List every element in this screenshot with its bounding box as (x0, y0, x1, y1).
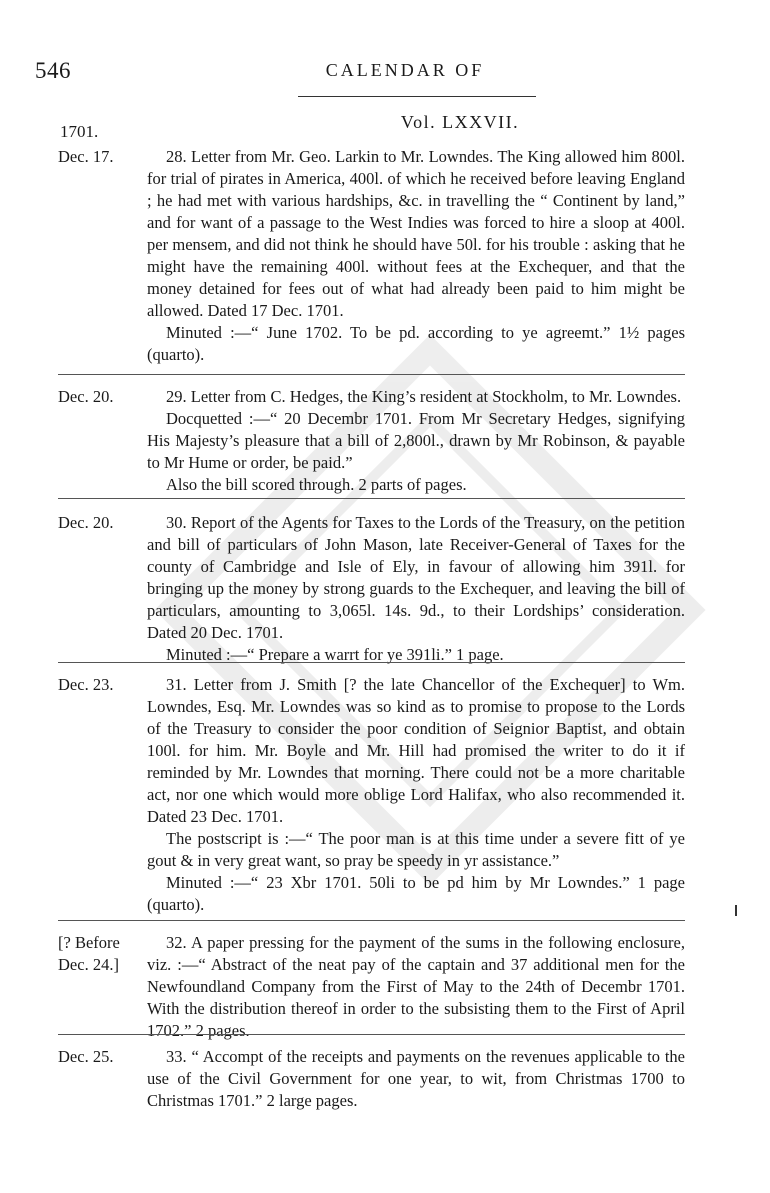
entry-date: Dec. 20. (58, 513, 114, 532)
entry-body (147, 512, 685, 666)
running-title: CALENDAR OF (325, 60, 485, 80)
header-rule (298, 96, 536, 97)
entry-body (147, 1046, 685, 1112)
entry-paragraph: 29. Letter from C. Hedges, the King’s resident at Stockholm, to Mr. Lowndes. (166, 387, 682, 406)
entry-body (147, 674, 685, 916)
entry-divider (58, 920, 685, 921)
entry-minute: Minuted :—“ June 1702. To be pd. according to ye agreemt.” 1½ pages (quarto). (147, 323, 685, 364)
entry-postscript: The postscript is :—“ The poor man is at this time under a severe fitt of ye gout & in very great want, so pray be speedy in yr assistance.” (147, 829, 685, 870)
entry-divider (58, 498, 685, 499)
entry-divider (58, 1034, 685, 1035)
entry-minute: Minuted :—“ 23 Xbr 1701. 50li to be pd him by Mr Lowndes.” 1 page (quarto). (147, 873, 685, 914)
volume-heading: Vol. LXXVII. (400, 112, 520, 132)
entry-minute: Minuted :—“ Prepare a warrt for ye 391li.” 1 page. (166, 645, 504, 664)
page-number: 546 (35, 58, 71, 83)
margin-mark (735, 905, 737, 916)
entry-note: Also the bill scored through. 2 parts of pages. (166, 475, 467, 494)
entry-divider (58, 662, 685, 663)
entry-date: Dec. 23. (58, 675, 114, 694)
entry-body (147, 146, 685, 366)
entry-date: [? Before Dec. 24.] (58, 933, 120, 974)
entry-body (147, 932, 685, 1042)
entry-paragraph: 31. Letter from J. Smith [? the late Chancellor of the Exchequer] to Wm. Lowndes, Esq. Mr. Lowndes was so kind as to promise to propose to the Lords of the Treasury to consider the poor condition of Seignior Baptist, and obtain 100l. for him. Mr. Boyle and Mr. Hill had promised the writer to do it if reminded by Mr. Lowndes that morning. There could not be a more charitable act, nor one which would more oblige Lord Halifax, who also recommended it. Dated 23 Dec. 1701. (147, 675, 685, 826)
entry-paragraph: 30. Report of the Agents for Taxes to the Lords of the Treasury, on the petition and bill of particulars of John Mason, late Receiver-General of Taxes for the county of Cambridge and Isle of Ely, in favour of allowing him 391l. for bringing up the money by strong guards to the Exchequer, and leaving the bill of particulars, amounting to 3,065l. 14s. 9d., to their Lordships’ consideration. Dated 20 Dec. 1701. (147, 513, 685, 642)
entry-docquet: Docquetted :—“ 20 Decembr 1701. From Mr Secretary Hedges, signifying His Majesty’s pleasure that a bill of 2,800l., drawn by Mr Robinson, & payable to Mr Hume or order, be paid.” (147, 409, 685, 472)
entry-date: Dec. 25. (58, 1047, 114, 1066)
entry-paragraph: 28. Letter from Mr. Geo. Larkin to Mr. Lowndes. The King allowed him 800l. for trial of pirates in America, 400l. of which he received before leaving England ; he had met with various hardships, &c. in travelling the “ Continent by land,” and for want of a passage to the West Indies was forced to hire a sloop at 400l. per mensem, and did not think he should have 50l. for his trouble : asking that he might have the remaining 400l. without fees at the Exchequer, and that the money detained for fees out of what had already been paid to him might be allowed. Dated 17 Dec. 1701. (147, 147, 685, 320)
entry-divider (58, 374, 685, 375)
entry-date: Dec. 20. (58, 387, 114, 406)
margin-year: 1701. (60, 122, 99, 141)
entry-paragraph: 32. A paper pressing for the payment of the sums in the following enclosure, viz. :—“ Abstract of the neat pay of the captain and 37 additional men for the Newfoundland Company from the First of May to the 24th of Decembr 1701. With the distribution thereof in order to the subsisting them to the First of April 1702.” 2 pages. (147, 933, 685, 1040)
entry-body (147, 386, 685, 496)
entry-paragraph: 33. “ Accompt of the receipts and payments on the revenues applicable to the use of the Civil Government for one year, to wit, from Christmas 1700 to Christmas 1701.” 2 large pages. (147, 1047, 685, 1110)
entry-date: Dec. 17. (58, 147, 114, 166)
